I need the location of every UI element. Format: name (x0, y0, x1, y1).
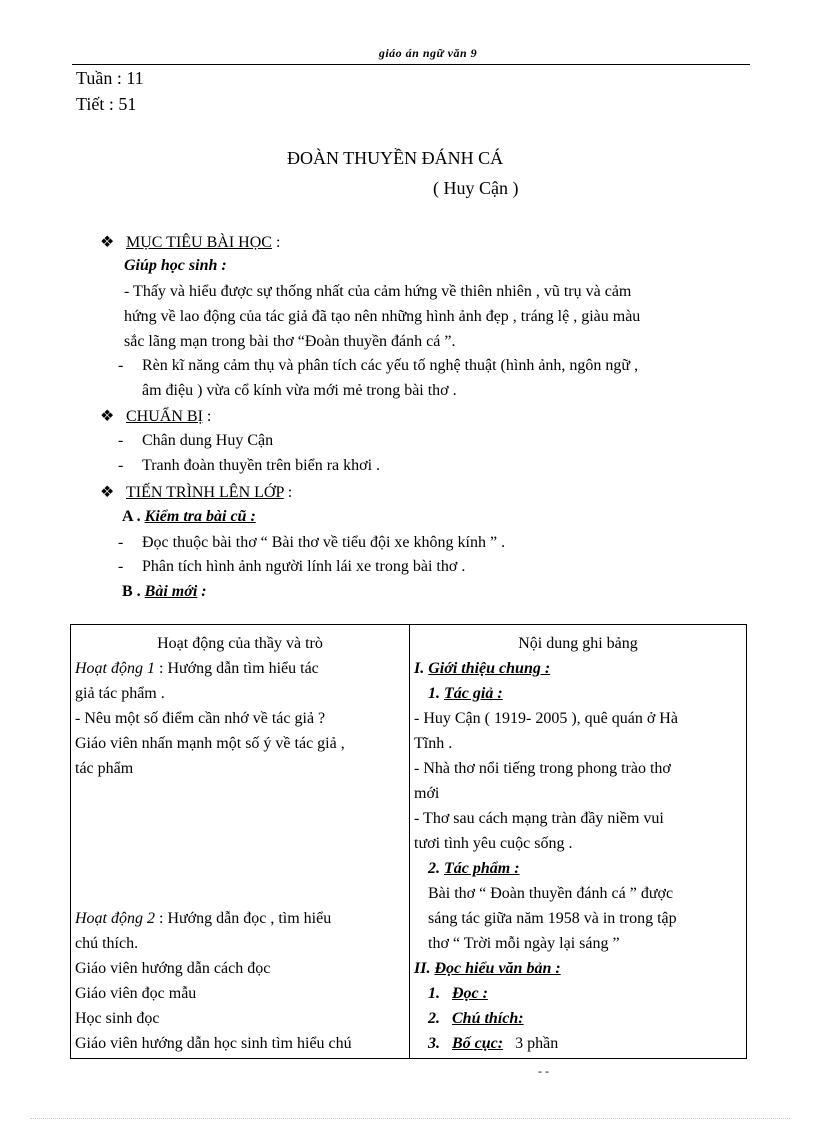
process-a-item-1: Đọc thuộc bài thơ “ Bài thơ về tiểu đội xe không kính ” . (142, 534, 506, 551)
lesson-title: ĐOÀN THUYỀN ĐÁNH CÁ (287, 148, 504, 168)
diamond-bullet-icon: ❖ (100, 234, 115, 251)
section-1b-heading: 2. Tác phẩm : (428, 860, 520, 877)
work-line-1: Bài thơ “ Đoàn thuyền đánh cá ” được (428, 885, 674, 902)
objective-p2-dash: - (118, 357, 124, 374)
objective-p1-line2: hứng về lao động của tác giả đã tạo nên những hình ảnh đẹp , tráng lệ , giàu màu (124, 308, 641, 325)
page-number: - - (538, 1064, 549, 1078)
section-2-item-2: 2. Chú thích: (428, 1010, 524, 1027)
activity-1-q2: Giáo viên nhấn mạnh một số ý về tác giả , (75, 735, 345, 752)
activity-2: Hoạt động 2 : Hướng dẫn đọc , tìm hiểu (75, 910, 332, 927)
activities-column (71, 625, 410, 1059)
activity-1-cont: giả tác phẩm . (75, 685, 165, 702)
prep-item-1: Chân dung Huy Cận (142, 432, 274, 449)
activity-2-r4: Giáo viên hướng dẫn học sinh tìm hiểu chú (75, 1035, 352, 1052)
objective-p2-line1: Rèn kĩ năng cảm thụ và phân tích các yếu tố nghệ thuật (hình ảnh, ngôn ngữ , (142, 357, 639, 374)
diamond-bullet-icon: ❖ (100, 408, 115, 425)
objective-p2-line2: âm điệu ) vừa cổ kính vừa mới mẻ trong bài thơ . (142, 382, 457, 399)
process-a-dash-1: - (118, 534, 124, 551)
author-line-2: Tĩnh . (414, 735, 453, 752)
content-column (410, 625, 747, 1059)
section-1a-heading: 1. Tác giả : (428, 685, 503, 702)
section-2-heading: II. Đọc hiểu văn bản : (414, 960, 561, 977)
period-label: Tiết : 51 (76, 94, 137, 114)
lesson-table (70, 624, 747, 1059)
page-header: giáo án ngữ văn 9 (378, 46, 478, 60)
activity-2-cont: chú thích. (75, 935, 139, 952)
process-a-dash-2: - (118, 558, 124, 575)
table-row (71, 625, 747, 1059)
process-b: B . Bài mới : (122, 583, 207, 600)
prep-heading: ❖ CHUẨN BỊ : (100, 408, 212, 425)
author-line-6: tươi tình yêu cuộc sống . (414, 835, 573, 852)
author-line-3: - Nhà thơ nổi tiếng trong phong trào thơ (414, 760, 671, 777)
process-a: A . Kiểm tra bài cũ : (122, 508, 256, 525)
prep-dash-2: - (118, 457, 124, 474)
activity-2-r3: Học sinh đọc (75, 1010, 160, 1027)
activity-2-r1: Giáo viên hướng dẫn cách đọc (75, 960, 271, 977)
work-line-3: thơ “ Trời mỗi ngày lại sáng ” (428, 935, 620, 952)
author-line-1: - Huy Cận ( 1919- 2005 ), quê quán ở Hà (414, 710, 678, 727)
diamond-bullet-icon: ❖ (100, 484, 115, 501)
activity-2-r2: Giáo viên đọc mẫu (75, 985, 197, 1002)
prep-item-2: Tranh đoàn thuyền trên biển ra khơi . (142, 457, 381, 474)
header-rule (72, 64, 750, 65)
col2-header: Nội dung ghi bảng (518, 635, 638, 652)
work-line-2: sáng tác giữa năm 1958 và in trong tập (428, 910, 677, 927)
activity-1-q3: tác phẩm (75, 760, 134, 777)
objective-p1-line1: - Thấy và hiểu được sự thống nhất của cảm hứng về thiên nhiên , vũ trụ và cảm (124, 283, 632, 300)
col1-header: Hoạt động của thầy và trò (157, 635, 323, 652)
process-heading: ❖ TIẾN TRÌNH LÊN LỚP : (100, 484, 293, 501)
objective-p1-line3: sắc lãng mạn trong bài thơ “Đoàn thuyền đánh cá ”. (124, 333, 456, 350)
week-label: Tuần : 11 (76, 68, 144, 88)
spacer (75, 781, 405, 906)
objectives-sub: Giúp học sinh : (124, 257, 227, 274)
section-2-item-1: 1. Đọc : (428, 985, 488, 1002)
page-bottom-border (30, 1118, 790, 1119)
activity-1: Hoạt động 1 : Hướng dẫn tìm hiểu tác (75, 660, 319, 677)
activity-1-q1: - Nêu một số điểm cần nhớ về tác giả ? (75, 710, 326, 727)
author-line-5: - Thơ sau cách mạng tràn đầy niềm vui (414, 810, 664, 827)
lesson-author: ( Huy Cận ) (433, 178, 519, 198)
objectives-heading: ❖ MỤC TIÊU BÀI HỌC : (100, 234, 281, 251)
process-a-item-2: Phân tích hình ảnh người lính lái xe trong bài thơ . (142, 558, 466, 575)
section-1-heading: I. Giới thiệu chung : (414, 660, 551, 677)
prep-dash-1: - (118, 432, 124, 449)
section-2-item-3: 3. Bố cục: 3 phần (428, 1035, 559, 1052)
author-line-4: mới (414, 785, 440, 802)
